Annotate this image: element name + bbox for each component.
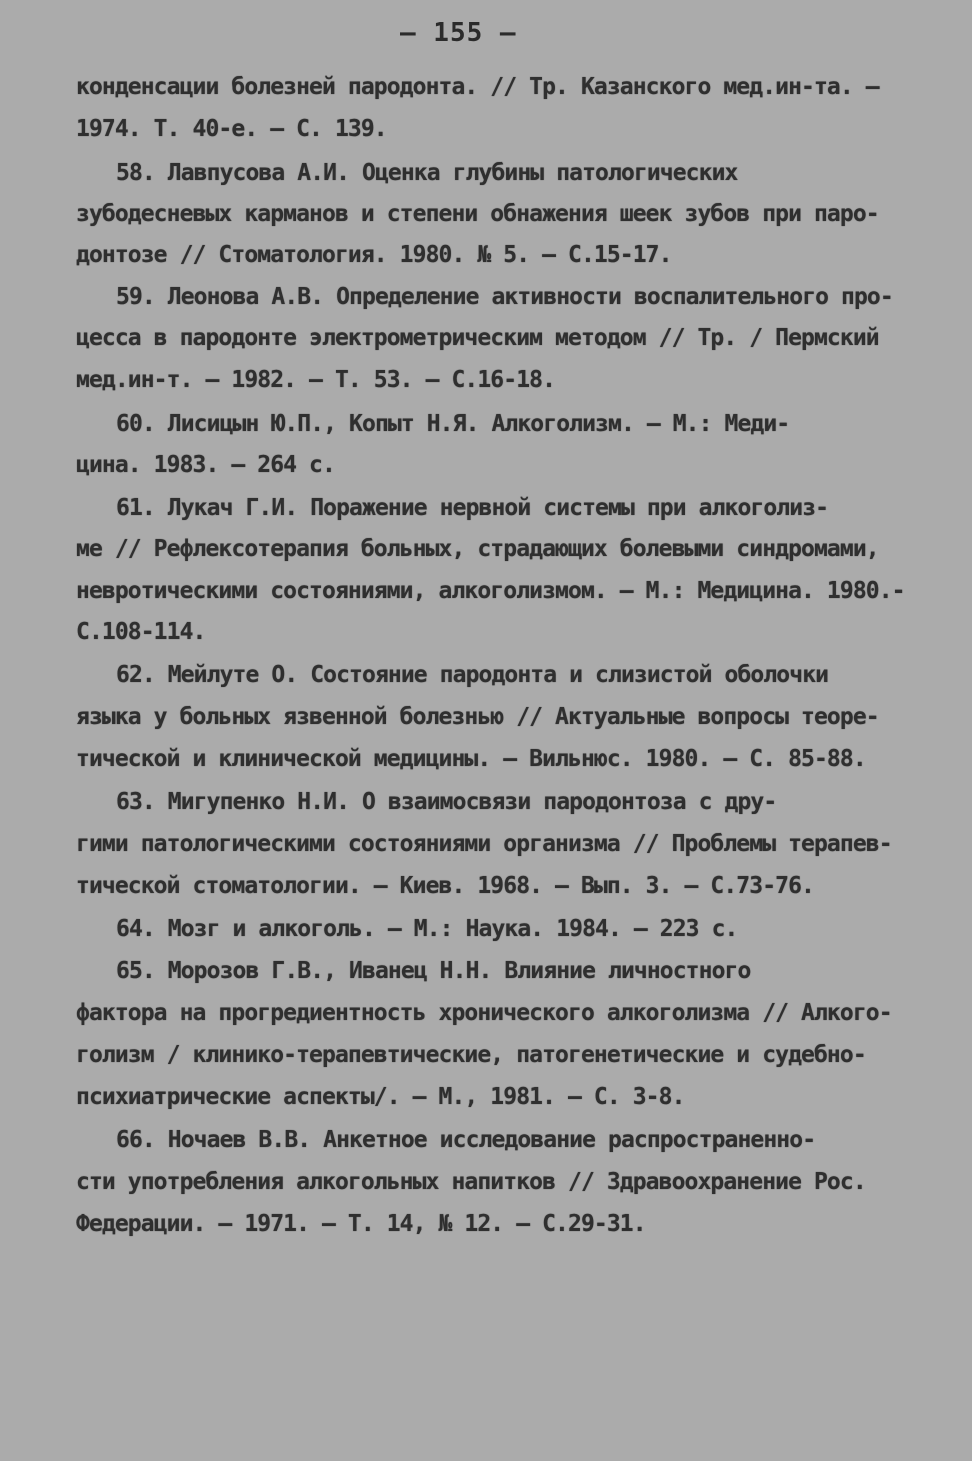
text-line: конденсации болезней пародонта. // Тр. Казанского мед.ин-та. –: [76, 74, 879, 100]
reference-66-line: 66. Ночаев В.В. Анкетное исследование распространенно-: [116, 1127, 816, 1153]
text-line: тической стоматологии. – Киев. 1968. – Вып. 3. – С.73-76.: [76, 873, 814, 899]
text-line: голизм / клинико-терапевтические, патогенетические и судебно-: [76, 1042, 866, 1068]
reference-61-line: 61. Лукач Г.И. Поражение нервной системы при алкоголиз-: [116, 495, 829, 521]
reference-64-line: 64. Мозг и алкоголь. – М.: Наука. 1984. – 223 с.: [116, 916, 738, 942]
text-line: цина. 1983. – 264 с.: [76, 452, 335, 478]
text-line: мед.ин-т. – 1982. – Т. 53. – С.16-18.: [76, 367, 556, 393]
text-line: зубодесневых карманов и степени обнажения шеек зубов при паро-: [76, 201, 879, 227]
text-line: сти употребления алкогольных напитков // Здравоохранение Рос.: [76, 1169, 866, 1195]
text-line: ме // Рефлексотерапия больных, страдающих болевыми синдромами,: [76, 536, 879, 562]
reference-59-line: 59. Леонова А.В. Определение активности воспалительного про-: [116, 284, 893, 310]
text-line: донтозе // Стоматология. 1980. № 5. – С.15-17.: [76, 242, 672, 268]
text-line: Федерации. – 1971. – Т. 14, № 12. – С.29-31.: [76, 1211, 646, 1237]
reference-58-line: 58. Лавпусова А.И. Оценка глубины патологических: [116, 160, 738, 186]
reference-62-line: 62. Мейлуте О. Состояние пародонта и слизистой оболочки: [116, 662, 829, 688]
text-line: цесса в пародонте электрометрическим методом // Тр. / Пермский: [76, 325, 879, 351]
text-line: гими патологическими состояниями организма // Проблемы терапев-: [76, 831, 892, 857]
text-line: тической и клинической медицины. – Вильнюс. 1980. – С. 85-88.: [76, 746, 866, 772]
reference-60-line: 60. Лисицын Ю.П., Копыт Н.Я. Алкоголизм. – М.: Меди-: [116, 411, 790, 437]
text-line: языка у больных язвенной болезнью // Актуальные вопросы теоре-: [76, 704, 879, 730]
text-line: С.108-114.: [76, 619, 206, 645]
text-line: невротическими состояниями, алкоголизмом. – М.: Медицина. 1980.-: [76, 578, 905, 604]
text-line: фактора на прогредиентность хронического алкоголизма // Алкого-: [76, 1000, 892, 1026]
reference-65-line: 65. Морозов Г.В., Иванец Н.Н. Влияние личностного: [116, 958, 751, 984]
text-line: психиатрические аспекты/. – М., 1981. – С. 3-8.: [76, 1084, 685, 1110]
text-line: 1974. Т. 40-е. – С. 139.: [76, 116, 387, 142]
page-number: – 155 –: [400, 18, 517, 48]
reference-63-line: 63. Мигупенко Н.И. О взаимосвязи пародонтоза с дру-: [116, 789, 777, 815]
